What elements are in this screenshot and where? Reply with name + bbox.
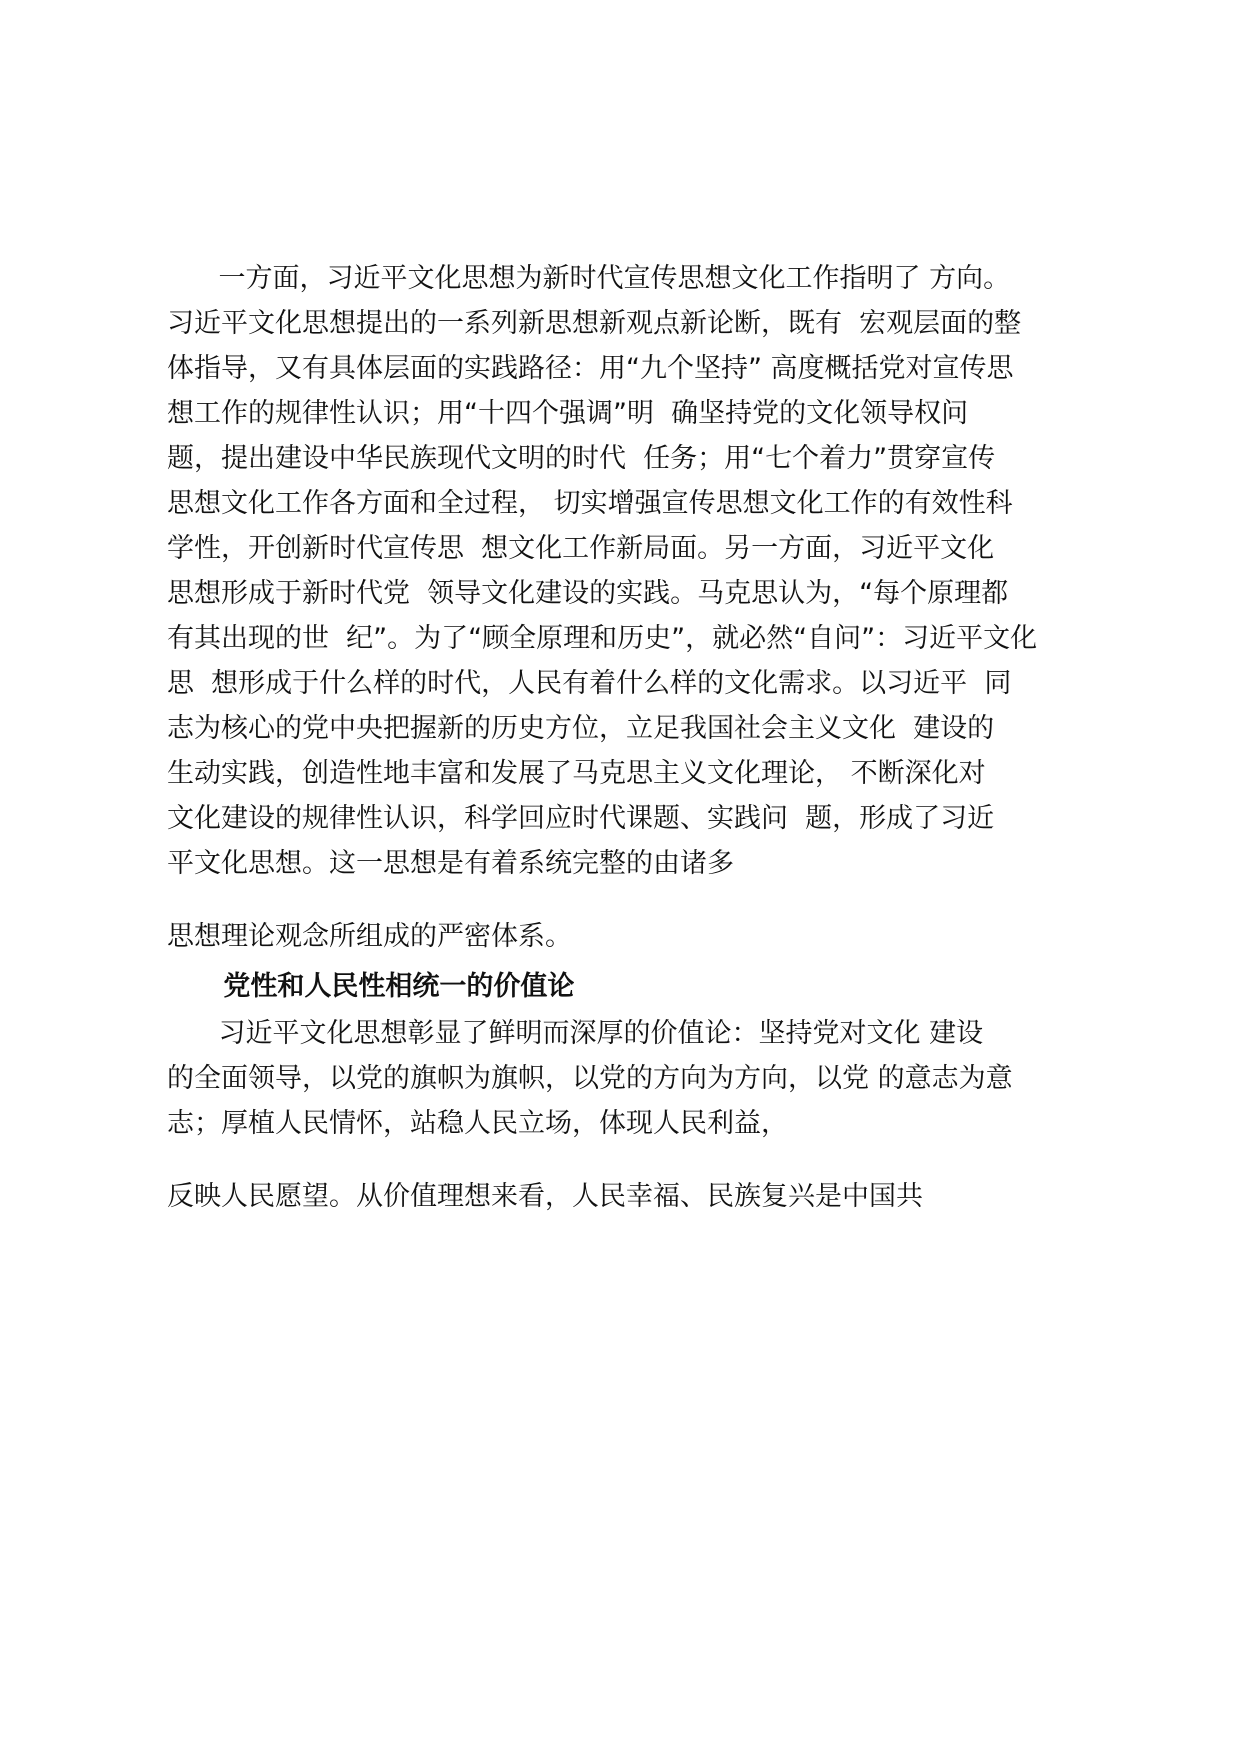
body-text-line: 体指导，又有具体层面的实践路径：用“九个坚持” 高度概括党对宣传思	[167, 353, 1014, 384]
body-text-line: 习近平文化思想彰显了鲜明而深厚的价值论：坚持党对文化 建设	[167, 1018, 984, 1049]
body-text-line: 想工作的规律性认识；用“十四个强调”明 确坚持党的文化领导权问	[167, 398, 969, 429]
body-text-line: 的全面领导，以党的旗帜为旗帜，以党的方向为方向，以党 的意志为意	[167, 1063, 1013, 1094]
body-text-line: 志为核心的党中央把握新的历史方位，立足我国社会主义文化 建设的	[167, 713, 995, 744]
body-text-line: 一方面，习近平文化思想为新时代宣传思想文化工作指明了 方向。	[167, 263, 1011, 294]
body-text-line: 题，提出建设中华民族现代文明的时代 任务；用“七个着力”贯穿宣传	[167, 443, 996, 474]
body-text-line: 习近平文化思想提出的一系列新思想新观点新论断，既有 宏观层面的整	[167, 308, 1022, 339]
body-text-line: 思想文化工作各方面和全过程， 切实增强宣传思想文化工作的有效性科	[167, 488, 1013, 519]
body-text-line: 志；厚植人民情怀，站稳人民立场，体现人民利益，	[167, 1108, 788, 1139]
body-text-line: 思 想形成于什么样的时代，人民有着什么样的文化需求。以习近平 同	[167, 668, 1012, 699]
body-text-line: 思想理论观念所组成的严密体系。	[167, 921, 572, 952]
body-text-line: 有其出现的世 纪”。为了“顾全原理和历史”，就必然“自问”：习近平文化	[167, 623, 1038, 654]
body-text-line: 文化建设的规律性认识，科学回应时代课题、实践问 题，形成了习近	[167, 803, 995, 834]
body-text-line: 生动实践，创造性地丰富和发展了马克思主义文化理论， 不断深化对	[167, 758, 986, 789]
body-text-line: 思想形成于新时代党 领导文化建设的实践。马克思认为，“每个原理都	[167, 578, 1009, 609]
body-text-line: 平文化思想。这一思想是有着系统完整的由诸多	[167, 848, 734, 879]
section-heading: 党性和人民性相统一的价值论	[167, 971, 575, 1002]
body-text-line: 学性，开创新时代宣传思 想文化工作新局面。另一方面，习近平文化	[167, 533, 995, 564]
body-text-line: 反映人民愿望。从价值理想来看，人民幸福、民族复兴是中国共	[167, 1181, 923, 1212]
